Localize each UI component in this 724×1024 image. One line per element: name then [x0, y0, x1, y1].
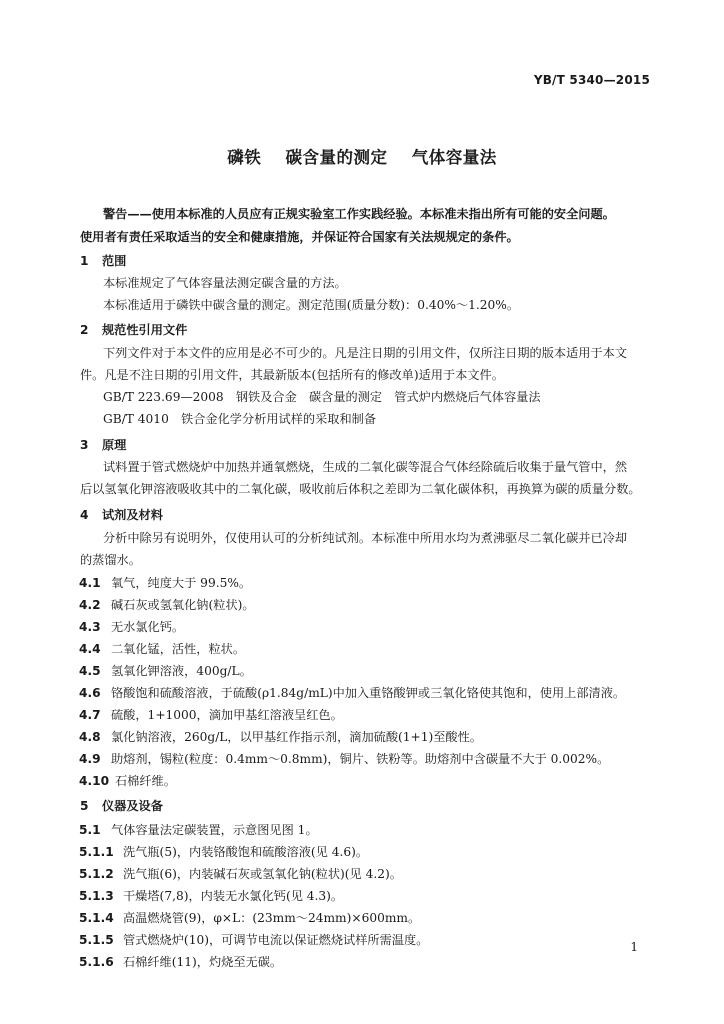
- clause-5-1-4: 5.1.4 高温燃烧管(9)，φ×L：(23mm～24mm)×600mm。: [79, 911, 421, 925]
- title-part-2: 碳含量的测定: [285, 148, 388, 167]
- section-3-heading: [80, 436, 126, 453]
- reference-2: GB/T 4010 铁合金化学分析用试样的采取和制备: [103, 412, 377, 426]
- section-3-para-line-2: 后以氢氧化钾溶液吸收其中的二氧化碳，吸收前后体积之差即为二氧化碳体积，再换算为碳的质量分数。: [80, 482, 641, 496]
- section-3-para-line-1: 试料置于管式燃烧炉中加热并通氧燃烧，生成的二氧化碳等混合气体经除硫后收集于量气管中，然: [103, 460, 628, 474]
- section-1-title: 范围: [102, 254, 127, 268]
- section-4-number: 4: [80, 508, 89, 522]
- section-3-number: 3: [80, 438, 89, 452]
- clause-4-4: 4.4 二氧化锰，活性，粒状。: [79, 642, 246, 656]
- clause-4-1: 4.1 氧气，纯度大于 99.5%。: [79, 576, 252, 590]
- section-5-number: 5: [80, 799, 89, 813]
- clause-4-6: 4.6 铬酸饱和硫酸溶液，于硫酸(ρ1.84g/mL)中加入重铬酸钾或三氧化铬使其饱和，使用上部清液。: [79, 686, 626, 700]
- section-1-heading: [80, 252, 126, 269]
- section-1-number: 1: [80, 254, 89, 268]
- title-part-3: 气体容量法: [411, 148, 497, 167]
- section-4-para-line-1: 分析中除另有说明外，仅使用认可的分析纯试剂。本标准中所用水均为煮沸驱尽二氧化碳并已冷却: [103, 531, 628, 545]
- section-1-para-2: 本标准适用于磷铁中碳含量的测定。测定范围(质量分数)：0.40%～1.20%。: [103, 298, 520, 312]
- section-5-title: 仪器及设备: [102, 799, 163, 813]
- clause-4-10: 4.10 石棉纤维。: [79, 774, 176, 788]
- warning-line-2: 使用者有责任采取适当的安全和健康措施，并保证符合国家有关法规规定的条件。: [80, 230, 519, 244]
- warning-line-1: 警告——使用本标准的人员应有正规实验室工作实践经验。本标准未指出所有可能的安全问题。: [103, 207, 615, 221]
- section-4-heading: [80, 506, 163, 523]
- page-number: 1: [630, 940, 638, 954]
- clause-4-8: 4.8 氯化钠溶液，260g/L，以甲基红作指示剂，滴加硫酸(1+1)至酸性。: [79, 730, 482, 744]
- clause-5-1: 5.1 气体容量法定碳装置，示意图见图 1。: [79, 823, 318, 837]
- section-2-number: 2: [80, 323, 89, 337]
- section-4-title: 试剂及材料: [102, 508, 163, 522]
- reference-1: GB/T 223.69—2008 钢铁及合金 碳含量的测定 管式炉内燃烧后气体容量法: [103, 390, 541, 404]
- section-2-title: 规范性引用文件: [102, 323, 188, 337]
- standard-number: YB/T 5340—2015: [533, 73, 650, 87]
- section-2-para-line-1: 下列文件对于本文件的应用是必不可少的。凡是注日期的引用文件，仅所注日期的版本适用于本文: [103, 346, 628, 360]
- section-3-title: 原理: [102, 438, 127, 452]
- clause-5-1-2: 5.1.2 洗气瓶(6)，内装碱石灰或氢氧化钠(粒状)(见 4.2)。: [79, 867, 402, 881]
- clause-5-1-5: 5.1.5 管式燃烧炉(10)，可调节电流以保证燃烧试样所需温度。: [79, 933, 429, 947]
- clause-4-3: 4.3 无水氯化钙。: [79, 620, 185, 634]
- clause-4-5: 4.5 氢氧化钾溶液，400g/L。: [79, 664, 252, 678]
- clause-4-7: 4.7 硫酸，1+1000，滴加甲基红溶液呈红色。: [79, 708, 343, 722]
- section-4-para-line-2: 的蒸馏水。: [80, 553, 141, 567]
- clause-4-9: 4.9 助熔剂，锡粒(粒度：0.4mm～0.8mm)，铜片、铁粉等。助熔剂中含碳量不大于 0.002%。: [79, 752, 610, 766]
- title-part-1: 磷铁: [227, 148, 262, 167]
- document-title: [0, 144, 724, 168]
- section-2-heading: [80, 321, 187, 338]
- clause-4-2: 4.2 碱石灰或氢氧化钠(粒状)。: [79, 598, 255, 612]
- clause-5-1-1: 5.1.1 洗气瓶(5)，内装铬酸饱和硫酸溶液(见 4.6)。: [79, 845, 369, 859]
- section-2-para-line-2: 件。凡是不注日期的引用文件，其最新版本(包括所有的修改单)适用于本文件。: [80, 368, 504, 382]
- section-5-heading: [80, 797, 163, 814]
- clause-5-1-3: 5.1.3 干燥塔(7,8)，内装无水氯化钙(见 4.3)。: [79, 889, 344, 903]
- section-1-para-1: 本标准规定了气体容量法测定碳含量的方法。: [103, 276, 347, 290]
- clause-5-1-6: 5.1.6 石棉纤维(11)，灼烧至无碳。: [79, 955, 283, 969]
